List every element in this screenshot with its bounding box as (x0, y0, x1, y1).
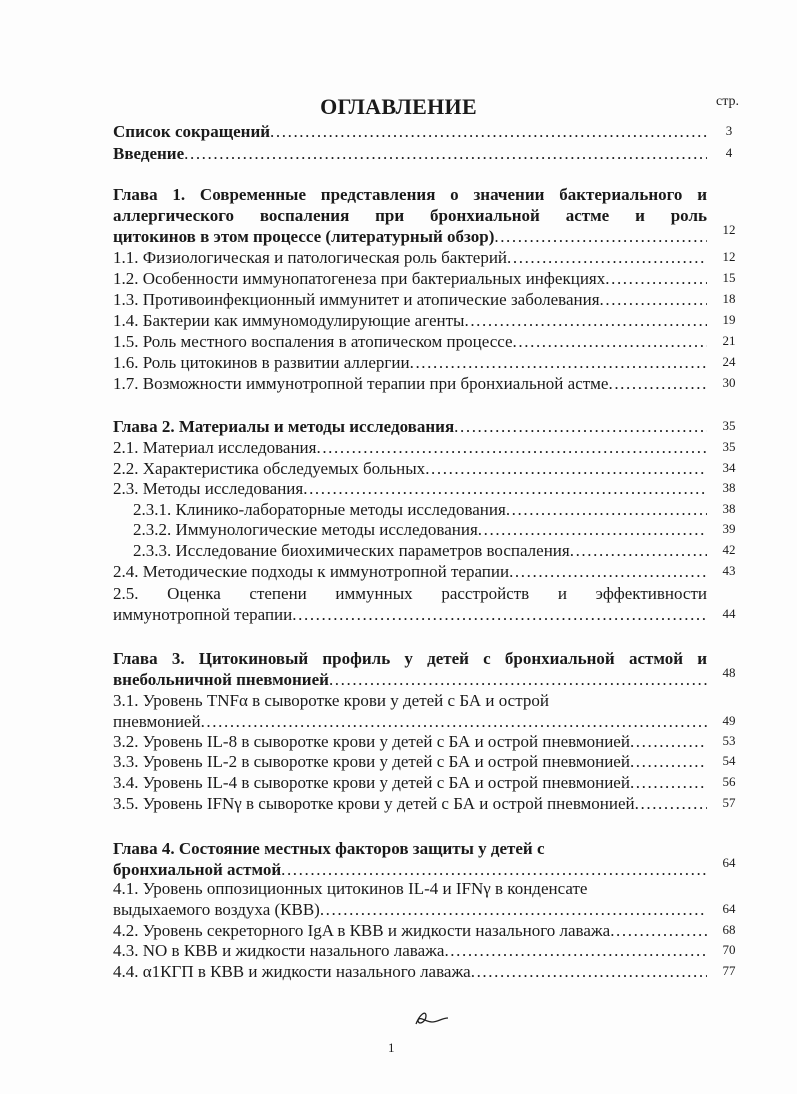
toc-entry-last-line (113, 226, 707, 247)
toc-entry-last-line (113, 331, 707, 352)
toc-entry-last-line (113, 920, 707, 941)
dot-leader (316, 437, 707, 458)
toc-entry-last-line (113, 940, 707, 961)
toc-entry-text: Список сокращений (113, 122, 271, 141)
toc-page-number: 30 (722, 375, 736, 390)
toc-entry-last-line (113, 561, 707, 582)
toc-entry (113, 416, 707, 437)
toc-entry (113, 184, 707, 247)
dot-leader (513, 331, 707, 352)
toc-entry-last-line (133, 499, 707, 520)
dot-leader (329, 669, 707, 690)
toc-entry (113, 331, 707, 352)
toc-entry (113, 310, 707, 331)
toc-page-number: 43 (722, 563, 736, 578)
toc-page-number: 21 (722, 333, 736, 348)
toc-entry (133, 499, 707, 520)
toc-entry-line: 4.1. Уровень оппозиционных цитокинов IL-4 и IFNγ в конденсате (113, 879, 588, 898)
toc-entry-text: Глава 2. Материалы и методы исследования (113, 417, 455, 436)
toc-entry-text: Введение (113, 144, 185, 163)
toc-entry (113, 247, 707, 268)
toc-page-number: 49 (722, 713, 736, 728)
dot-leader (270, 121, 707, 142)
dot-leader (610, 920, 707, 941)
toc-entry (113, 793, 707, 814)
toc-entry-text: 2.3.3. Исследование биохимических параметров воспаления (133, 541, 570, 560)
toc-entry-last-line (113, 772, 707, 793)
toc-entry-text: 2.4. Методические подходы к иммунотропной терапии (113, 562, 510, 581)
toc-entry (113, 561, 707, 582)
toc-entry-last-line (113, 751, 707, 772)
toc-entry (113, 583, 707, 625)
toc-entry-last-line (133, 519, 707, 540)
toc-entry-line: 2.5. Оценка степени иммунных расстройств и эффективности (113, 584, 707, 603)
toc-entry-last-line (113, 859, 707, 880)
toc-entry-last-line (113, 458, 707, 479)
toc-page-number: 39 (722, 521, 736, 536)
toc-entry-last-line (113, 373, 707, 394)
toc-entry-text: 3.2. Уровень IL-8 в сыворотке крови у детей с БА и острой пневмонией (113, 732, 630, 751)
toc-page-number: 57 (722, 795, 736, 810)
toc-entry (113, 838, 707, 880)
toc-entry-text: 1.5. Роль местного воспаления в атопическом процессе (113, 332, 513, 351)
toc-entry (113, 458, 707, 479)
toc-entry-last-line (113, 437, 707, 458)
dot-leader (454, 416, 707, 437)
toc-page-number: 70 (722, 942, 736, 957)
toc-page-number: 12 (722, 249, 736, 264)
dot-leader (292, 604, 707, 625)
toc-entry-text: 4.4. α1КГП в КВВ и жидкости назального лаважа (113, 962, 471, 981)
toc-entry-last-line (113, 711, 707, 732)
toc-page-number: 53 (722, 733, 736, 748)
toc-entry-line: Глава 3. Цитокиновый профиль у детей с бронхиальной астмой и (113, 649, 707, 668)
toc-page-number: 54 (722, 753, 736, 768)
toc-entry-line: Глава 4. Состояние местных факторов защиты у детей с (113, 839, 545, 858)
toc-entry-text: 4.2. Уровень секреторного IgA в КВВ и жидкости назального лаважа (113, 921, 611, 940)
toc-entry-last-line (113, 793, 707, 814)
toc-entry-text: пневмонией (113, 712, 201, 731)
dot-leader (509, 561, 707, 582)
signature-mark (412, 1008, 452, 1030)
toc-entry-text: 2.3.1. Клинико-лабораторные методы исследования (133, 500, 506, 519)
toc-entry-last-line (113, 604, 707, 625)
dot-leader (630, 751, 707, 772)
toc-page-number: 18 (722, 291, 736, 306)
toc-entry-text: внебольничной пневмонией (113, 670, 329, 689)
toc-page-number: 3 (725, 123, 733, 138)
toc-entry (113, 289, 707, 310)
toc-entry (113, 751, 707, 772)
toc-entry-text: 3.3. Уровень IL-2 в сыворотке крови у детей с БА и острой пневмонией (113, 752, 630, 771)
dot-leader (635, 793, 707, 814)
toc-entry (113, 878, 707, 920)
toc-entry-text: 2.3. Методы исследования (113, 479, 304, 498)
toc-entry-last-line (133, 540, 707, 561)
toc-entry-text: 1.6. Роль цитокинов в развитии аллергии (113, 353, 410, 372)
toc-page-number: 34 (722, 460, 736, 475)
toc-entry (113, 940, 707, 961)
toc-page-number: 77 (722, 963, 736, 978)
dot-leader (506, 499, 707, 520)
dot-leader (600, 289, 707, 310)
toc-entry-text: 1.1. Физиологическая и патологическая роль бактерий (113, 248, 508, 267)
toc-entry-last-line (113, 268, 707, 289)
dot-leader (570, 540, 707, 561)
toc-title: ОГЛАВЛЕНИЕ (320, 94, 477, 119)
toc-page-number: 35 (722, 439, 736, 454)
toc-entry (113, 648, 707, 690)
toc-entry-text: бронхиальной астмой (113, 860, 282, 879)
toc-entry (113, 268, 707, 289)
dot-leader (281, 859, 707, 880)
dot-leader (410, 352, 707, 373)
toc-entry-text: цитокинов в этом процессе (литературный обзор) (113, 227, 495, 246)
dot-leader (303, 478, 707, 499)
toc-entry-text: 2.2. Характеристика обследуемых больных (113, 459, 426, 478)
toc-entry (113, 690, 707, 732)
dot-leader (184, 143, 707, 164)
dot-leader (494, 226, 707, 247)
page-column-label: стр. (716, 94, 740, 109)
toc-entry (113, 352, 707, 373)
toc-entry-text: 1.7. Возможности иммунотропной терапии при бронхиальной астме (113, 374, 609, 393)
dot-leader (478, 519, 707, 540)
toc-entry-text: 1.3. Противоинфекционный иммунитет и атопические заболевания (113, 290, 600, 309)
toc-entry-text: 1.2. Особенности иммунопатогенеза при бактериальных инфекциях (113, 269, 606, 288)
toc-entry-text: 3.4. Уровень IL-4 в сыворотке крови у детей с БА и острой пневмонией (113, 773, 630, 792)
toc-entry (113, 143, 707, 164)
toc-entry-text: иммунотропной терапии (113, 605, 293, 624)
toc-page-number: 12 (722, 222, 736, 237)
toc-entry-last-line (113, 121, 707, 142)
toc-page-number: 48 (722, 665, 736, 680)
toc-entry-text: 3.5. Уровень IFNγ в сыворотке крови у детей с БА и острой пневмонией (113, 794, 635, 813)
dot-leader (507, 247, 707, 268)
dot-leader (425, 458, 707, 479)
toc-entry-text: 2.3.2. Иммунологические методы исследования (133, 520, 478, 539)
toc-page-number: 4 (725, 145, 733, 160)
toc-entry (113, 373, 707, 394)
toc-entry-last-line (113, 247, 707, 268)
dot-leader (444, 940, 707, 961)
toc-page-number: 15 (722, 270, 736, 285)
toc-page-number: 19 (722, 312, 736, 327)
toc-page-number: 68 (722, 922, 736, 937)
dot-leader (608, 373, 707, 394)
toc-entry-last-line (113, 478, 707, 499)
toc-page-number: 24 (722, 354, 736, 369)
toc-page-number: 35 (722, 418, 736, 433)
dot-leader (630, 731, 707, 752)
toc-page-number: 56 (722, 774, 736, 789)
toc-entry (113, 121, 707, 142)
toc-entry (113, 478, 707, 499)
toc-entry (113, 731, 707, 752)
toc-entry-last-line (113, 416, 707, 437)
page-number: 1 (388, 1040, 395, 1055)
toc-entry (113, 961, 707, 982)
dot-leader (201, 711, 707, 732)
toc-entry (113, 920, 707, 941)
toc-entry-line: аллергического воспаления при бронхиальной астме и роль (113, 206, 707, 225)
toc-entry-text: 4.3. NO в КВВ и жидкости назального лаважа (113, 941, 445, 960)
toc-page-number: 38 (722, 480, 736, 495)
toc-entry-last-line (113, 899, 707, 920)
toc-entry (113, 772, 707, 793)
toc-entry-last-line (113, 310, 707, 331)
toc-entry-text: выдыхаемого воздуха (КВВ) (113, 900, 320, 919)
toc-entry-text: 1.4. Бактерии как иммуномодулирующие агенты (113, 311, 465, 330)
toc-entry-last-line (113, 731, 707, 752)
toc-page-number: 38 (722, 501, 736, 516)
toc-entry (133, 540, 707, 561)
toc-entry-text: 2.1. Материал исследования (113, 438, 317, 457)
toc-entry-last-line (113, 669, 707, 690)
toc-entry-last-line (113, 352, 707, 373)
toc-entry-line: 3.1. Уровень TNFα в сыворотке крови у детей с БА и острой (113, 691, 549, 710)
toc-page-number: 44 (722, 606, 736, 621)
toc-page-number: 64 (722, 901, 736, 916)
dot-leader (471, 961, 707, 982)
toc-entry (133, 519, 707, 540)
dot-leader (320, 899, 707, 920)
toc-entry-last-line (113, 143, 707, 164)
toc-entry-last-line (113, 961, 707, 982)
toc-entry (113, 437, 707, 458)
dot-leader (605, 268, 707, 289)
toc-page-number: 42 (722, 542, 736, 557)
toc-page-number: 64 (722, 855, 736, 870)
toc-entry-last-line (113, 289, 707, 310)
dot-leader (630, 772, 707, 793)
toc-entry-line: Глава 1. Современные представления о значении бактериального и (113, 185, 707, 204)
dot-leader (464, 310, 707, 331)
